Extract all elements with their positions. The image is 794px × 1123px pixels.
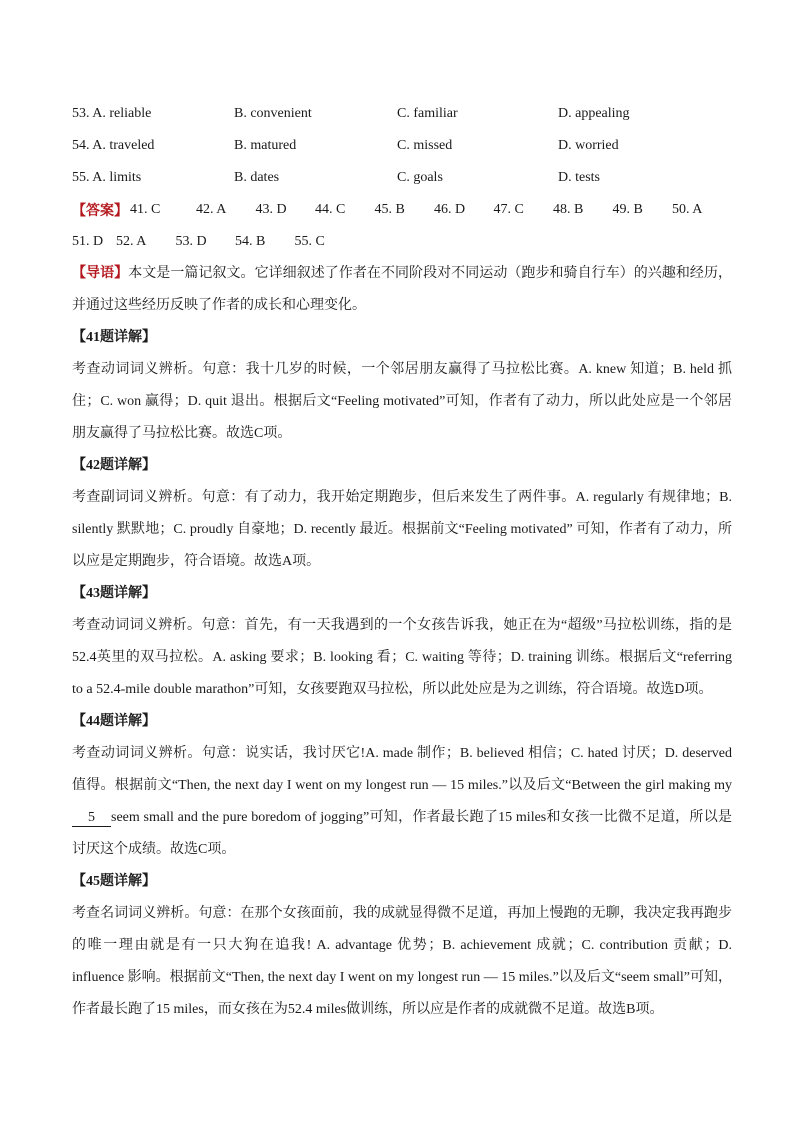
section-title-43: 【43题详解】 <box>72 586 156 601</box>
section-text-42: 考查副词词义辨析。句意：有了动力，我开始定期跑步，但后来发生了两件事。A. regularly 有规律地；B. silently 默默地；C. proudly 自豪地；D. recently 最近。根据前文“Feeling motivated” 可知，作者有了动力，所以应是定期跑步，符合语境。故选A项。 <box>72 490 732 569</box>
section-title-44: 【44题详解】 <box>72 714 156 729</box>
section-text-44-a: 考查动词词义辨析。句意：说实话，我讨厌它!A. made 制作；B. believed 相信；C. hated 讨厌；D. deserved 值得。根据前文“Then, the next day I went on my longest run — 15 miles.”以及后文“Between the girl making my <box>72 746 732 793</box>
option-b: B. convenient <box>234 106 312 121</box>
option-c: C. familiar <box>397 106 458 121</box>
option-a: 53. A. reliable <box>72 106 152 121</box>
answer-item: 41. C <box>130 202 161 217</box>
option-d: D. appealing <box>558 106 630 121</box>
answer-item: 50. A <box>672 202 703 217</box>
section-text-44 <box>72 738 732 866</box>
answer-item: 42. A <box>196 202 227 217</box>
blank-5: 5 <box>72 810 111 827</box>
section-title-42: 【42题详解】 <box>72 458 156 473</box>
options-row-53 <box>72 98 732 130</box>
section-text-44-b: seem small and the pure boredom of jogging”可知，作者最长跑了15 miles和女孩一比微不足道，所以是讨厌这个成绩。故选C项。 <box>72 810 732 857</box>
answer-row-1 <box>72 194 732 226</box>
option-b: B. dates <box>234 170 280 185</box>
answer-item: 46. D <box>434 202 466 217</box>
option-b: B. matured <box>234 138 297 153</box>
options-row-55 <box>72 162 732 194</box>
option-a: 55. A. limits <box>72 170 142 185</box>
answer-item: 47. C <box>493 202 524 217</box>
guide-paragraph <box>72 258 732 322</box>
answer-item: 43. D <box>255 202 287 217</box>
option-d: D. worried <box>558 138 619 153</box>
section-title-45: 【45题详解】 <box>72 874 156 889</box>
answer-item: 54. B <box>235 234 266 249</box>
answer-item: 55. C <box>294 234 325 249</box>
answer-item: 53. D <box>175 234 207 249</box>
answer-item: 44. C <box>315 202 346 217</box>
document-page <box>72 98 732 1026</box>
option-c: C. goals <box>397 170 443 185</box>
guide-tag: 【导语】 <box>72 266 129 281</box>
section-text-45: 考查名词词义辨析。句意：在那个女孩面前，我的成就显得微不足道，再加上慢跑的无聊，我决定我再跑步的唯一理由就是有一只大狗在追我! A. advantage 优势；B. achievement 成就；C. contribution 贡献；D. influence 影响。根据前文“Then, the next day I went on my longest run — 15 miles.”以及后文“seem small”可知，作者最长跑了15 miles，而女孩在为52.4 miles做训练，所以应是作者的成就微不足道。故选B项。 <box>72 906 732 1017</box>
option-d: D. tests <box>558 170 600 185</box>
answer-item: 48. B <box>553 202 584 217</box>
answer-row-2 <box>72 226 732 258</box>
section-text-41: 考查动词词义辨析。句意：我十几岁的时候，一个邻居朋友赢得了马拉松比赛。A. knew 知道；B. held 抓住；C. won 赢得；D. quit 退出。根据后文“Feeling motivated”可知，作者有了动力，所以此处应是一个邻居朋友赢得了马拉松比赛。故选C项。 <box>72 362 732 441</box>
options-row-54 <box>72 130 732 162</box>
answer-tag: 【答案】 <box>72 204 128 219</box>
answer-item: 51. D <box>72 234 104 249</box>
option-a: 54. A. traveled <box>72 138 155 153</box>
guide-text: 本文是一篇记叙文。它详细叙述了作者在不同阶段对不同运动（跑步和骑自行车）的兴趣和经历，并通过这些经历反映了作者的成长和心理变化。 <box>72 266 733 313</box>
answer-item: 45. B <box>374 202 405 217</box>
option-c: C. missed <box>397 138 453 153</box>
section-text-43: 考查动词词义辨析。句意：首先，有一天我遇到的一个女孩告诉我，她正在为“超级”马拉松训练，指的是52.4英里的双马拉松。A. asking 要求；B. looking 看；C. waiting 等待；D. training 训练。根据后文“referring to a 52.4-mile double marathon”可知，女孩要跑双马拉松，所以此处应是为之训练，符合语境。故选D项。 <box>72 618 732 697</box>
section-title-41: 【41题详解】 <box>72 330 156 345</box>
answer-item: 49. B <box>612 202 643 217</box>
answer-item: 52. A <box>116 234 147 249</box>
